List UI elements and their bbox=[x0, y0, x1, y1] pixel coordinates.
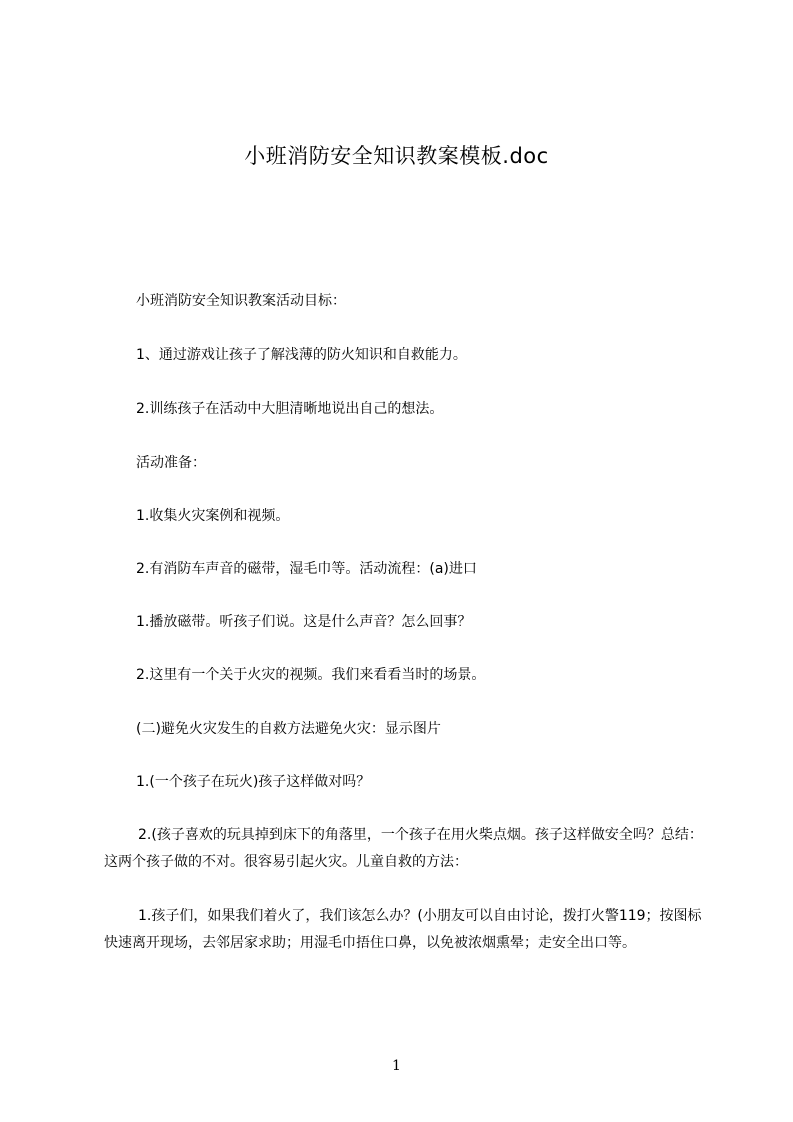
paragraph-flow-1: 1.播放磁带。听孩子们说。这是什么声音？怎么回事？ bbox=[136, 614, 472, 630]
paragraph-preparation-1: 1.收集火灾案例和视频。 bbox=[136, 508, 290, 524]
paragraph-objective-1: 1、通过游戏让孩子了解浅薄的防火知识和自救能力。 bbox=[136, 347, 467, 363]
document-title: 小班消防安全知识教案模板.doc bbox=[244, 144, 549, 168]
paragraph-section-2-item-1: 1.(一个孩子在玩火)孩子这样做对吗？ bbox=[136, 774, 371, 790]
paragraph-preparation-2: 2.有消防车声音的磁带，湿毛巾等。活动流程：(a)进口 bbox=[136, 561, 477, 577]
paragraph-objective-2: 2.训练孩子在活动中大胆清晰地说出自己的想法。 bbox=[136, 401, 444, 417]
page-number: 1 bbox=[392, 1058, 401, 1074]
paragraph-self-rescue-1: 1.孩子们，如果我们着火了，我们该怎么办？(小朋友可以自由讨论，拨打火警119；按图标快速离开现场，去邻居家求助；用湿毛巾捂住口鼻，以免被浓烟熏晕；走安全出口等。 bbox=[104, 908, 702, 951]
paragraph-preparation-heading: 活动准备： bbox=[136, 455, 206, 471]
paragraph-section-2-item-2: 2.(孩子喜欢的玩具掉到床下的角落里，一个孩子在用火柴点烟。孩子这样做安全吗？总结：这两个孩子做的不对。很容易引起火灾。儿童自救的方法： bbox=[104, 827, 703, 870]
paragraph-objectives-heading: 小班消防安全知识教案活动目标： bbox=[136, 293, 346, 309]
paragraph-flow-2: 2.这里有一个关于火灾的视频。我们来看看当时的场景。 bbox=[136, 667, 486, 683]
paragraph-section-2-heading: (二)避免火灾发生的自救方法避免火灾：显示图片 bbox=[136, 721, 441, 737]
